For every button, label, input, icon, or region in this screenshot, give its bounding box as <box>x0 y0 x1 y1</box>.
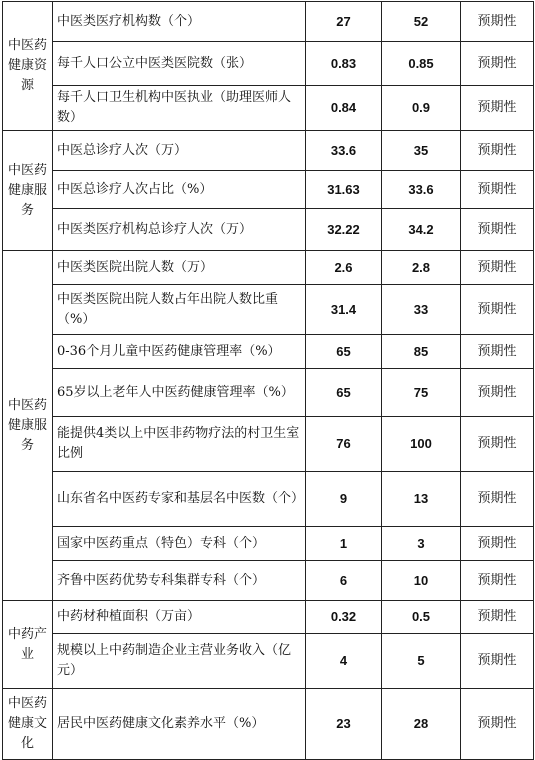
category-cell: 中医药健康资源 <box>3 2 53 131</box>
baseline-value: 9 <box>306 472 382 527</box>
baseline-value: 0.83 <box>306 42 382 86</box>
baseline-value: 23 <box>306 689 382 760</box>
category-cell: 中药产业 <box>3 601 53 689</box>
target-value: 33 <box>382 285 461 335</box>
indicator-type: 预期性 <box>461 285 534 335</box>
target-value: 75 <box>382 369 461 417</box>
indicator-type: 预期性 <box>461 601 534 634</box>
baseline-value: 6 <box>306 561 382 601</box>
indicator-type: 预期性 <box>461 42 534 86</box>
table-row <box>3 131 534 171</box>
baseline-value: 27 <box>306 2 382 42</box>
indicator-name: 齐鲁中医药优势专科集群专科（个） <box>53 561 306 601</box>
indicator-name: 中医类医院出院人数（万） <box>53 251 306 285</box>
indicator-name: 中医类医院出院人数占年出院人数比重（%） <box>53 285 306 335</box>
table-row <box>3 601 534 634</box>
indicator-name: 65岁以上老年人中医药健康管理率（%） <box>53 369 306 417</box>
baseline-value: 31.63 <box>306 171 382 209</box>
indicator-name: 山东省名中医药专家和基层名中医数（个） <box>53 472 306 527</box>
table-row <box>3 251 534 285</box>
indicator-type: 预期性 <box>461 2 534 42</box>
category-cell: 中医药健康服务 <box>3 131 53 251</box>
indicator-name: 国家中医药重点（特色）专科（个） <box>53 527 306 561</box>
target-value: 2.8 <box>382 251 461 285</box>
baseline-value: 4 <box>306 634 382 689</box>
indicator-name: 中医类医疗机构总诊疗人次（万） <box>53 209 306 251</box>
table-row <box>3 689 534 760</box>
table-row <box>3 335 534 369</box>
target-value: 33.6 <box>382 171 461 209</box>
indicator-type: 预期性 <box>461 561 534 601</box>
target-value: 52 <box>382 2 461 42</box>
indicator-name: 中医总诊疗人次（万） <box>53 131 306 171</box>
target-value: 10 <box>382 561 461 601</box>
indicator-name: 中医类医疗机构数（个） <box>53 2 306 42</box>
target-value: 0.85 <box>382 42 461 86</box>
indicator-table <box>2 1 534 760</box>
indicator-name: 每千人口卫生机构中医执业（助理医师人数） <box>53 86 306 131</box>
table-row <box>3 285 534 335</box>
table-row <box>3 417 534 472</box>
category-cell: 中医药健康文化 <box>3 689 53 760</box>
target-value: 5 <box>382 634 461 689</box>
baseline-value: 33.6 <box>306 131 382 171</box>
indicator-type: 预期性 <box>461 369 534 417</box>
table-body <box>3 2 534 760</box>
indicator-name: 每千人口公立中医类医院数（张） <box>53 42 306 86</box>
baseline-value: 31.4 <box>306 285 382 335</box>
baseline-value: 2.6 <box>306 251 382 285</box>
indicator-name: 中药材种植面积（万亩） <box>53 601 306 634</box>
indicator-type: 预期性 <box>461 131 534 171</box>
table-row <box>3 171 534 209</box>
target-value: 3 <box>382 527 461 561</box>
indicator-type: 预期性 <box>461 472 534 527</box>
indicator-type: 预期性 <box>461 634 534 689</box>
table-row <box>3 42 534 86</box>
table-row <box>3 472 534 527</box>
target-value: 28 <box>382 689 461 760</box>
indicator-type: 预期性 <box>461 209 534 251</box>
indicator-type: 预期性 <box>461 689 534 760</box>
indicator-type: 预期性 <box>461 335 534 369</box>
indicator-type: 预期性 <box>461 171 534 209</box>
target-value: 0.9 <box>382 86 461 131</box>
indicator-name: 规模以上中药制造企业主营业务收入（亿元） <box>53 634 306 689</box>
baseline-value: 0.84 <box>306 86 382 131</box>
baseline-value: 65 <box>306 369 382 417</box>
baseline-value: 65 <box>306 335 382 369</box>
table-row <box>3 527 534 561</box>
baseline-value: 1 <box>306 527 382 561</box>
indicator-name: 0-36个月儿童中医药健康管理率（%） <box>53 335 306 369</box>
table-row <box>3 209 534 251</box>
category-cell: 中医药健康服务 <box>3 251 53 601</box>
target-value: 35 <box>382 131 461 171</box>
table-row <box>3 561 534 601</box>
indicator-name: 居民中医药健康文化素养水平（%） <box>53 689 306 760</box>
baseline-value: 76 <box>306 417 382 472</box>
indicator-type: 预期性 <box>461 417 534 472</box>
indicator-type: 预期性 <box>461 527 534 561</box>
table-row <box>3 2 534 42</box>
target-value: 13 <box>382 472 461 527</box>
target-value: 100 <box>382 417 461 472</box>
table-row <box>3 634 534 689</box>
target-value: 34.2 <box>382 209 461 251</box>
indicator-name: 中医总诊疗人次占比（%） <box>53 171 306 209</box>
baseline-value: 32.22 <box>306 209 382 251</box>
indicator-type: 预期性 <box>461 86 534 131</box>
indicator-type: 预期性 <box>461 251 534 285</box>
target-value: 85 <box>382 335 461 369</box>
table-row <box>3 86 534 131</box>
indicator-name: 能提供4类以上中医非药物疗法的村卫生室比例 <box>53 417 306 472</box>
target-value: 0.5 <box>382 601 461 634</box>
table-row <box>3 369 534 417</box>
baseline-value: 0.32 <box>306 601 382 634</box>
